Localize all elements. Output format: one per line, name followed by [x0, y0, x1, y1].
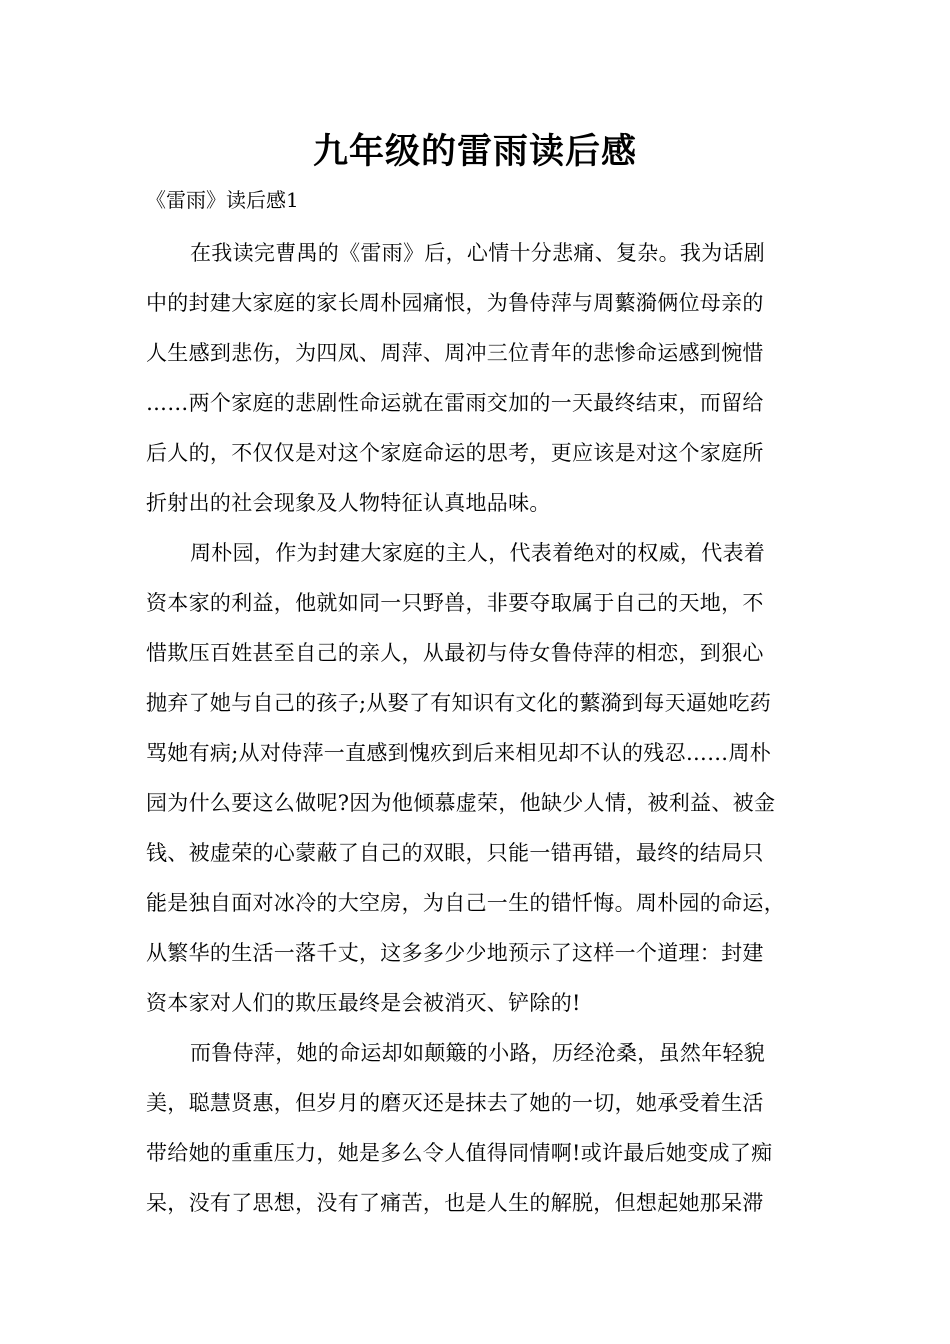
text-line: 骂她有病;从对侍萍一直感到愧疚到后来相见却不认的残忍……周朴 — [146, 741, 772, 765]
text-line: 美，聪慧贤惠，但岁月的磨灭还是抹去了她的一切，她承受着生活 — [146, 1091, 764, 1115]
text-line: 中的封建大家庭的家长周朴园痛恨，为鲁侍萍与周蘩漪俩位母亲的 — [146, 291, 764, 315]
text-line: 折射出的社会现象及人物特征认真地品味。 — [146, 491, 551, 515]
text-line: 呆，没有了思想，没有了痛苦，也是人生的解脱，但想起她那呆滞 — [146, 1191, 764, 1215]
text-line: 惜欺压百姓甚至自己的亲人，从最初与侍女鲁侍萍的相恋，到狠心 — [146, 641, 764, 665]
text-line: 人生感到悲伤，为四凤、周萍、周冲三位青年的悲惨命运感到惋惜 — [146, 341, 764, 365]
text-line: 资本家的利益，他就如同一只野兽，非要夺取属于自己的天地，不 — [146, 591, 764, 615]
text-line: ……两个家庭的悲剧性命运就在雷雨交加的一天最终结束，而留给 — [146, 391, 764, 415]
document-title: 九年级的雷雨读后感 — [312, 132, 637, 172]
text-line: 带给她的重重压力，她是多么令人值得同情啊!或许最后她变成了痴 — [146, 1141, 773, 1165]
text-line: 从繁华的生活一落千丈，这多多少少地预示了这样一个道理：封建 — [146, 941, 764, 965]
text-line: 周朴园，作为封建大家庭的主人，代表着绝对的权威，代表着 — [190, 541, 766, 565]
section-heading: 《雷雨》读后感1 — [146, 188, 299, 212]
text-line: 园为什么要这么做呢?因为他倾慕虚荣，他缺少人情，被利益、被金 — [146, 791, 776, 815]
text-line: 在我读完曹禺的《雷雨》后，心情十分悲痛、复杂。我为话剧 — [190, 241, 766, 265]
text-line: 能是独自面对冰冷的大空房，为自己一生的错忏悔。周朴园的命运， — [146, 891, 785, 915]
text-line: 抛弃了她与自己的孩子;从娶了有知识有文化的蘩漪到每天逼她吃药 — [146, 691, 772, 715]
text-line: 而鲁侍萍，她的命运却如颠簸的小路，历经沧桑，虽然年轻貌 — [190, 1041, 766, 1065]
text-line: 资本家对人们的欺压最终是会被消灭、铲除的! — [146, 991, 581, 1015]
body-text — [146, 228, 810, 1228]
text-line: 后人的，不仅仅是对这个家庭命运的思考，更应该是对这个家庭所 — [146, 441, 764, 465]
text-line: 钱、被虚荣的心蒙蔽了自己的双眼，只能一错再错，最终的结局只 — [146, 841, 764, 865]
